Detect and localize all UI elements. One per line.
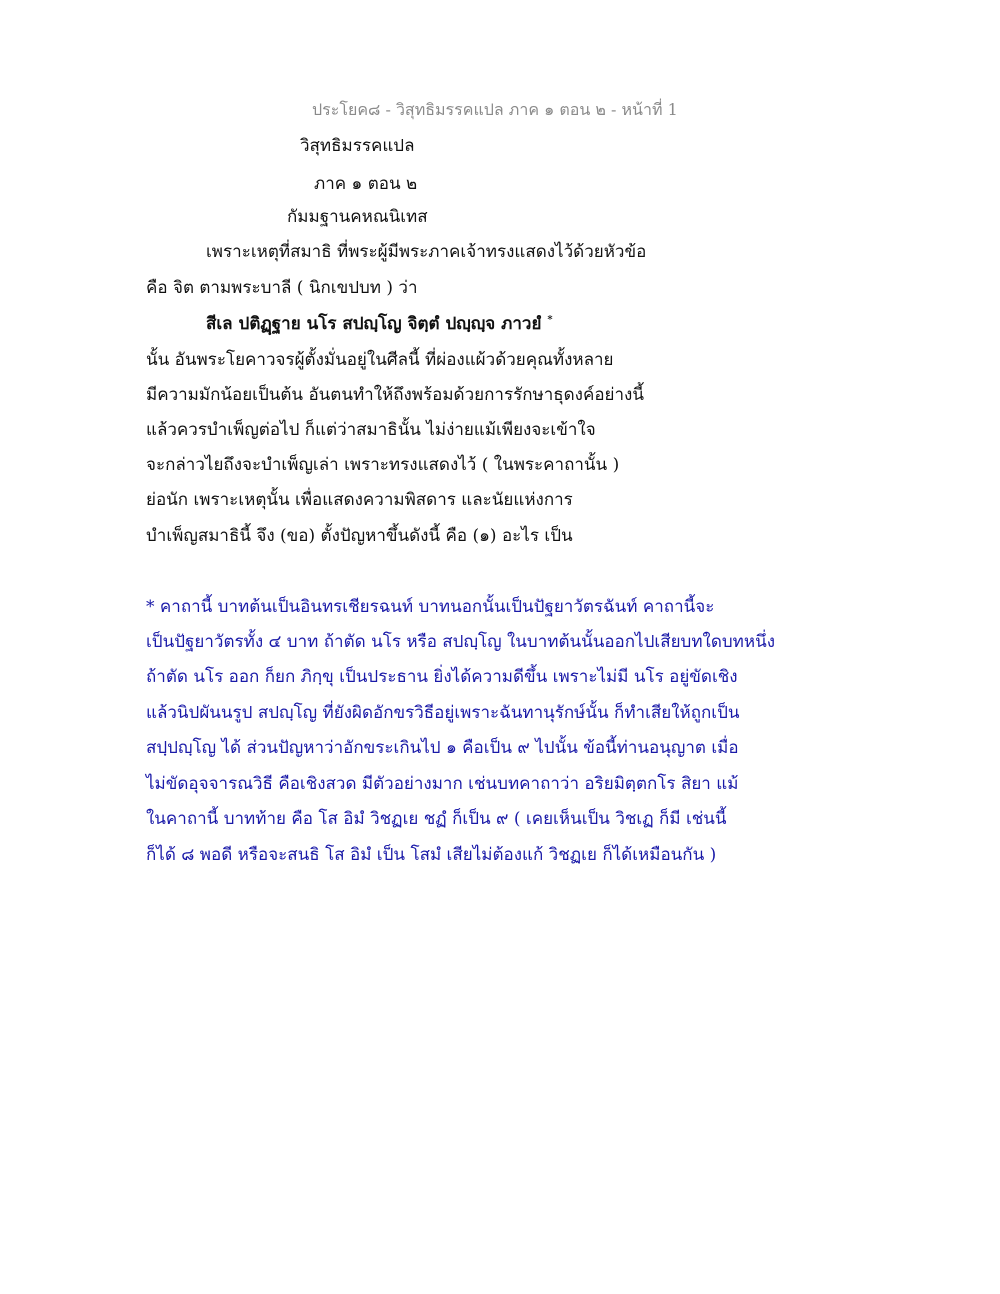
footnote-line-6: ไม่ขัดอุจจารณวิธี คือเชิงสวด มีตัวอย่างมาก เช่นบทคาถาว่า อริยมิตฺตกโร สิยา แม้ (146, 774, 739, 794)
page-header: ประโยค๘ - วิสุทธิมรรคแปล ภาค ๑ ตอน ๒ - หน้าที่ 1 (312, 100, 678, 119)
part-title: ภาค ๑ ตอน ๒ (314, 174, 418, 194)
verse-text: สีเล ปติฏฺฐาย นโร สปญฺโญ จิตฺตํ ปญฺญฺจ ภาวยํ (206, 314, 542, 334)
verse-footnote-mark: * (547, 314, 553, 326)
body-line-1: นั้น อันพระโยคาวจรผู้ตั้งมั่นอยู่ในศีลนี้ ที่ผ่องแผ้วด้วยคุณทั้งหลาย (146, 350, 614, 370)
intro-line-2: คือ จิต ตามพระบาลี ( นิกเขปบท ) ว่า (146, 278, 418, 298)
verse (206, 312, 553, 336)
body-line-3: แล้วควรบำเพ็ญต่อไป ก็แต่ว่าสมาธินั้น ไม่ง่ายแม้เพียงจะเข้าใจ (146, 420, 596, 440)
body-line-6: บำเพ็ญสมาธินี้ จึง (ขอ) ตั้งปัญหาขึ้นดังนี้ คือ (๑) อะไร เป็น (146, 526, 573, 546)
footnote-line-2: เป็นปัฐยาวัตรทั้ง ๔ บาท ถ้าตัด นโร หรือ สปญฺโญ ในบาทต้นนั้นออกไปเสียบทใดบทหนึ่ง (146, 632, 776, 652)
book-title: วิสุทธิมรรคแปล (300, 136, 415, 156)
intro-line-1: เพราะเหตุที่สมาธิ ที่พระผู้มีพระภาคเจ้าทรงแสดงไว้ด้วยหัวข้อ (206, 242, 647, 262)
footnote-line-3: ถ้าตัด นโร ออก ก็ยก ภิกฺขุ เป็นประธาน ยิ่งได้ความดีขึ้น เพราะไม่มี นโร อยู่ขัดเชิง (146, 667, 738, 687)
footnote-line-7: ในคาถานี้ บาทท้าย คือ โส อิมํ วิชฏเย ชฏํ ก็เป็น ๙ ( เคยเห็นเป็น วิชเฏ ก็มี เช่นนี้ (146, 809, 727, 829)
body-line-2: มีความมักน้อยเป็นต้น อันตนทำให้ถึงพร้อมด้วยการรักษาธุดงค์อย่างนี้ (146, 385, 644, 405)
body-line-5: ย่อนัก เพราะเหตุนั้น เพื่อแสดงความพิสดาร และนัยแห่งการ (146, 490, 573, 510)
footnote-line-5: สปฺปญฺโญ ได้ ส่วนปัญหาว่าอักขระเกินไป ๑ คือเป็น ๙ ไปนั้น ข้อนี้ท่านอนุญาต เมื่อ (146, 738, 739, 758)
footnote-line-4: แล้วนิปผันนรูป สปญฺโญ ที่ยังผิดอักขรวิธีอยู่เพราะฉันทานุรักษ์นั้น ก็ทำเสียให้ถูกเป็น (146, 703, 740, 723)
body-line-4: จะกล่าวไยถึงจะบำเพ็ญเล่า เพราะทรงแสดงไว้ ( ในพระคาถานั้น ) (146, 455, 620, 475)
section-title: กัมมฐานคหณนิเทส (287, 207, 428, 227)
footnote-line-8: ก็ได้ ๘ พอดี หรือจะสนธิ โส อิมํ เป็น โสมํ เสียไม่ต้องแก้ วิชฏเย ก็ได้เหมือนกัน ) (146, 845, 717, 865)
footnote-line-1: * คาถานี้ บาทต้นเป็นอินทรเชียรฉนท์ บาทนอกนั้นเป็นปัฐยาวัตรฉันท์ คาถานี้จะ (146, 597, 715, 617)
